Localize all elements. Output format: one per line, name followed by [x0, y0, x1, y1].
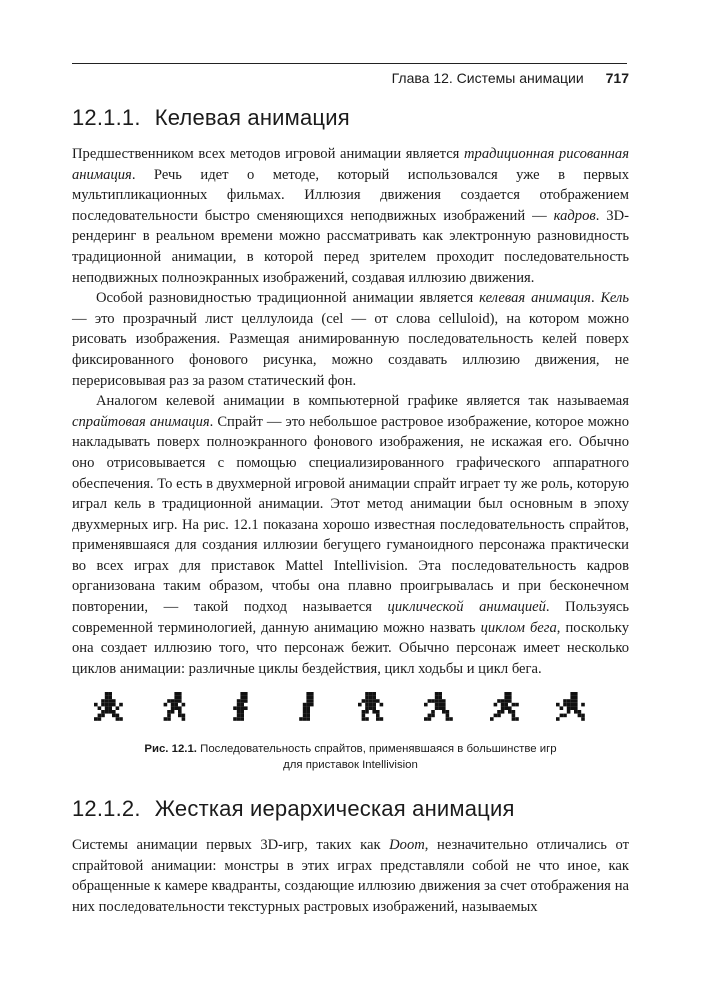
- italic-term: Doom: [389, 837, 425, 853]
- running-sprite-frame: [164, 692, 186, 721]
- text-run: . Речь идет о методе, который использовался уже в первых мультипликационных фильмах. Иллюзия движения создается отображением последовательности быстро сменяющихся неподвижных изображений —: [72, 166, 629, 224]
- running-head: [392, 70, 629, 86]
- section-number: 12.1.1.: [72, 105, 141, 130]
- section-heading-12-1-2: [72, 796, 515, 822]
- sprite-sequence-figure: [94, 688, 624, 728]
- text-run: Особой разновидностью традиционной анимации является: [96, 290, 480, 307]
- figure-label: Рис. 12.1.: [144, 743, 197, 755]
- section-1-body: [72, 144, 629, 679]
- paragraph: [72, 391, 629, 679]
- paragraph: [72, 288, 629, 391]
- text-run: Аналогом келевой анимации в компьютерной графике является так называемая: [96, 393, 629, 410]
- header-rule: [72, 63, 627, 64]
- running-sprite-frame: [490, 692, 519, 721]
- text-run: . 3D-рендеринг в реальном времени можно рассматривать как электронную разновидность традиционной анимации, в которой перед зрителем проходит последовательность неподвижных полноэкранных изображений, создавая иллюзию движения.: [72, 207, 629, 286]
- text-run: Предшественником всех методов игровой анимации является: [72, 146, 465, 162]
- page-number: 717: [605, 70, 629, 86]
- text-run: Системы анимации первых 3D-игр, таких как: [72, 837, 390, 853]
- figure-caption-line2: для приставок Intellivision: [283, 759, 418, 771]
- text-run: . Пользуясь современной терминологией, данную анимацию можно назвать: [72, 599, 630, 636]
- figure-caption: [72, 741, 629, 773]
- running-sprite-frame: [94, 692, 123, 721]
- text-run: . Спрайт — это небольшое растровое изображение, которое можно накладывать поверх полноэкранного фонового изображения, не искажая его. Обычно оно отрисовывается с помощью специализированного графического аппаратного обеспечения. То есть в двухмерной игровой анимации спрайт играет ту же роль, которую играл кель в традиционной анимации. Этот метод анимации был основным в эпоху двухмерных игр. На рис. 12.1 показана хорошо известная последовательность спрайтов, применявшаяся для создания иллюзии бегущего гуманоидного персонажа практически во всех играх для приставок Mattel Intellivision. Эта последовательность кадров организована таким образом, чтобы она плавно проигрывалась и при бесконечном повторении, — такой подход называется: [72, 413, 629, 616]
- text-run: .: [590, 290, 601, 307]
- section-heading-12-1-1: [72, 105, 350, 131]
- text-run: , незначительно отличались от спрайтовой анимации: монстры в этих играх представляли собой не что иное, как обращенные к камере квадранты, создающие иллюзию движения за счет отображения на них последовательности текстурных растровых изображений, называемых: [72, 837, 629, 915]
- italic-term: кадров: [553, 207, 596, 224]
- running-sprite-frame: [233, 692, 247, 721]
- running-sprite-frame: [556, 692, 585, 721]
- paragraph: [72, 144, 629, 288]
- section-title: Жесткая иерархическая анимация: [154, 796, 515, 821]
- section-title: Келевая анимация: [154, 105, 350, 130]
- figure-caption-line1: Последовательность спрайтов, применявшаяся в большинстве игр: [200, 743, 557, 755]
- running-sprite-frame: [299, 692, 313, 721]
- chapter-title: Глава 12. Системы анимации: [391, 70, 584, 86]
- italic-term: келевая анимация: [479, 290, 591, 307]
- section-2-body: [72, 835, 629, 917]
- section-number: 12.1.2.: [72, 796, 141, 821]
- running-sprite-frame: [424, 692, 453, 721]
- italic-term: циклом бега: [480, 619, 557, 636]
- italic-term: циклической анимацией: [387, 599, 546, 616]
- italic-term: спрайтовая анимация: [72, 413, 210, 430]
- paragraph: [72, 835, 629, 917]
- italic-term: Кель: [600, 290, 629, 307]
- text-run: — это прозрачный лист целлулоида (cel — от слова celluloid), на котором можно рисовать изображения. Размещая анимированную последовательность келей поверх фиксированного фонового рисунка, можно создавать иллюзию движения, не перерисовывая раз за разом статический фон.: [72, 310, 629, 389]
- running-sprite-frame: [358, 692, 383, 721]
- italic-term: традиционная рисованная анимация: [72, 146, 629, 183]
- text-run: , поскольку она создает иллюзию того, что персонаж бежит. Обычно персонаж имеет несколько циклов анимации: различные циклы бездействия, цикл ходьбы и цикл бега.: [72, 619, 629, 677]
